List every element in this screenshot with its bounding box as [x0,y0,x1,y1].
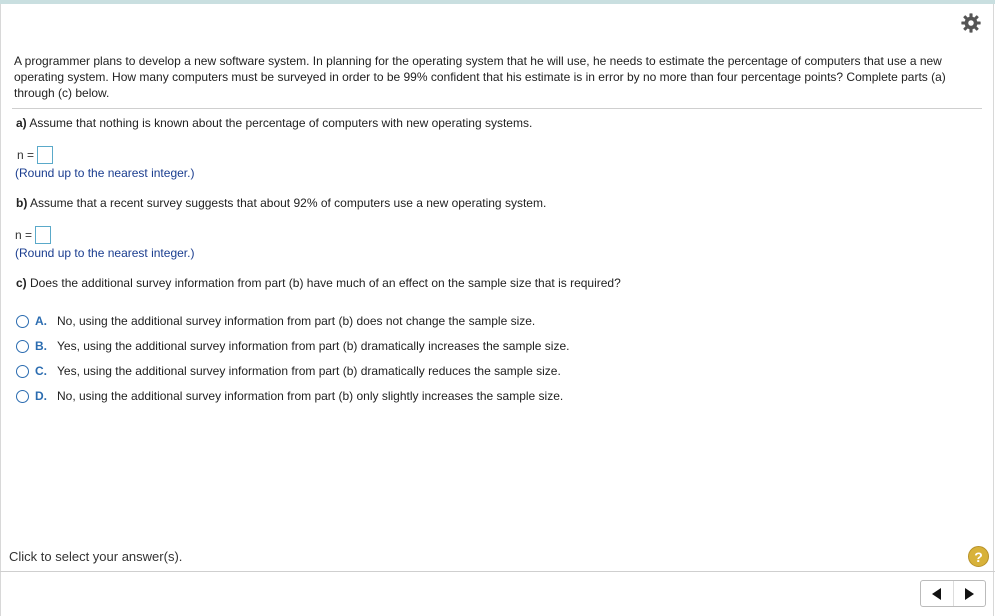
question-divider [12,108,982,109]
part-b-answer-line [15,226,51,244]
option-c[interactable] [16,364,561,378]
part-a-text: Assume that nothing is known about the percentage of computers with new operating systems. [29,116,533,130]
part-b-answer-input[interactable] [35,226,51,244]
option-b-text: Yes, using the additional survey information from part (b) dramatically increases the sample size. [57,339,570,353]
option-c-text: Yes, using the additional survey information from part (b) dramatically reduces the sample size. [57,364,561,378]
option-a[interactable] [16,314,535,328]
gear-icon-svg [960,12,982,34]
part-c-label: c) [16,276,27,290]
part-b-label: b) [16,196,28,210]
gear-icon[interactable] [960,12,982,34]
part-a-answer-label: n = [17,148,35,162]
next-arrow-icon [965,588,974,600]
part-a-answer-input[interactable] [37,146,53,164]
option-a-letter: A. [35,314,47,328]
previous-button[interactable] [921,581,953,606]
part-c-text: Does the additional survey information from part (b) have much of an effect on the sample size that is required? [30,276,621,290]
part-a-answer-line [17,146,53,164]
part-c-prompt [16,275,621,291]
option-b[interactable] [16,339,569,353]
option-c-letter: C. [35,364,47,378]
option-d-letter: D. [35,389,47,403]
option-a-radio[interactable] [16,315,29,328]
help-icon[interactable]: ? [968,546,989,567]
top-accent-bar [0,0,995,4]
part-a-label: a) [16,116,27,130]
option-b-letter: B. [35,339,47,353]
part-b-text: Assume that a recent survey suggests that about 92% of computers use a new operating system. [30,196,547,210]
frame-right-border [993,4,994,616]
option-d-radio[interactable] [16,390,29,403]
option-d-text: No, using the additional survey information from part (b) only slightly increases the sample size. [57,389,564,403]
part-a-hint: (Round up to the nearest integer.) [15,166,195,180]
previous-arrow-icon [932,588,941,600]
option-c-radio[interactable] [16,365,29,378]
status-message: Click to select your answer(s). [9,549,183,564]
frame-left-border [0,4,1,616]
question-navigation [920,580,986,607]
next-button[interactable] [953,581,986,606]
part-b-hint: (Round up to the nearest integer.) [15,246,195,260]
question-text: A programmer plans to develop a new software system. In planning for the operating system that he will use, he needs to estimate the percentage of computers that use a new operating system. How many computers must be surveyed in order to be 99% confident that his estimate is in error by no more than four percentage points? Complete parts (a) through (c) below. [14,54,946,100]
footer-divider [0,571,995,572]
option-b-radio[interactable] [16,340,29,353]
option-a-text: No, using the additional survey information from part (b) does not change the sample size. [57,314,536,328]
part-b-prompt [16,195,546,211]
part-b-answer-label: n = [15,228,33,242]
part-a-prompt [16,115,532,131]
option-d[interactable] [16,389,563,403]
